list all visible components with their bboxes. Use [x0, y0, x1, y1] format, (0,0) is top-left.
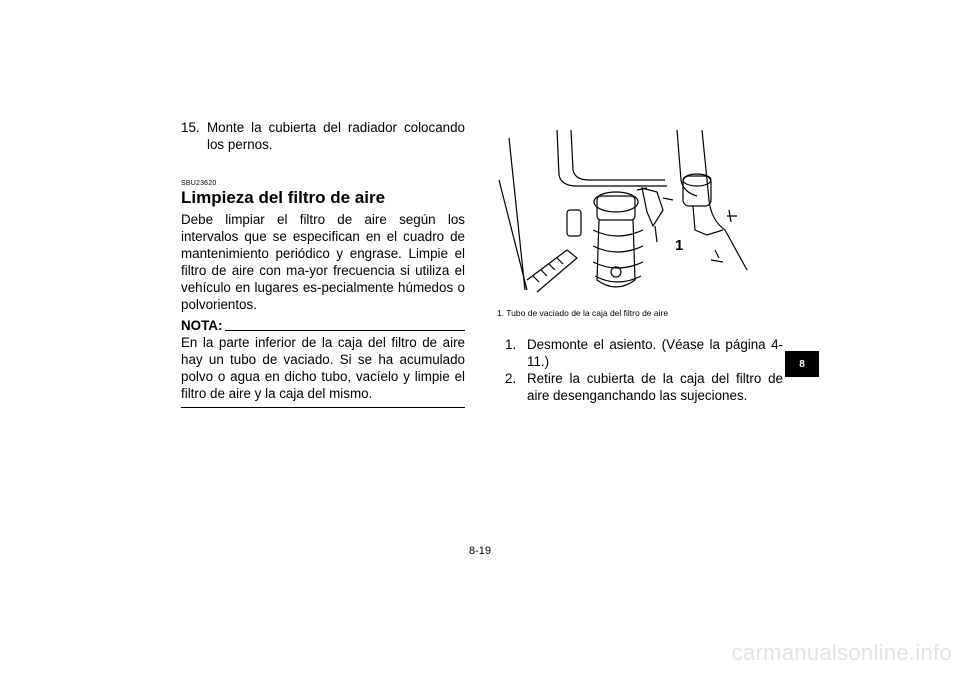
- chapter-tab: 8: [785, 351, 819, 377]
- step-number: 1.: [505, 337, 517, 352]
- section-heading: Limpieza del filtro de aire: [181, 188, 386, 207]
- step-text: Desmonte el asiento. (Véase la página 4-11.): [527, 337, 783, 369]
- note-rule: [225, 330, 465, 331]
- page-number: 8-19: [468, 545, 492, 557]
- step-15: [181, 119, 465, 153]
- section-code: SBU23620: [181, 180, 217, 187]
- step-text: Retire la cubierta de la caja del filtro de aire desenganchando las sujeciones.: [527, 371, 783, 403]
- note-label: NOTA:: [181, 318, 223, 333]
- right-column: [497, 130, 783, 404]
- step-text: Monte la cubierta del radiador colocando los pernos.: [207, 120, 465, 152]
- step-number: 2.: [505, 371, 517, 386]
- section-paragraph: Debe limpiar el filtro de aire según los intervalos que se especifican en el cuadro de mantenimiento periódico y engrase. Limpie el filtro de aire con ma-yor frecuencia si utiliza el vehículo en lugares es-pecialmente húmedos o polvorientos.: [181, 212, 465, 312]
- step-2: [505, 370, 783, 404]
- step-1: [505, 336, 783, 370]
- watermark: carmanualsonline.info: [731, 640, 952, 665]
- air-filter-drain-figure: [497, 130, 777, 298]
- figure-callout-label: 1: [675, 237, 684, 254]
- right-steps: [497, 336, 783, 404]
- note-header: [181, 318, 465, 334]
- note-text: En la parte inferior de la caja del filtro de aire hay un tubo de vaciado. Si se ha acumulado polvo o agua en dicho tubo, vacíelo y limpie el filtro de aire y la caja del mismo.: [181, 335, 465, 401]
- left-column: [181, 119, 465, 408]
- figure-caption: 1. Tubo de vaciado de la caja del filtro de aire: [497, 308, 669, 318]
- note-end-rule: [181, 407, 465, 408]
- step-number: 15.: [181, 120, 200, 135]
